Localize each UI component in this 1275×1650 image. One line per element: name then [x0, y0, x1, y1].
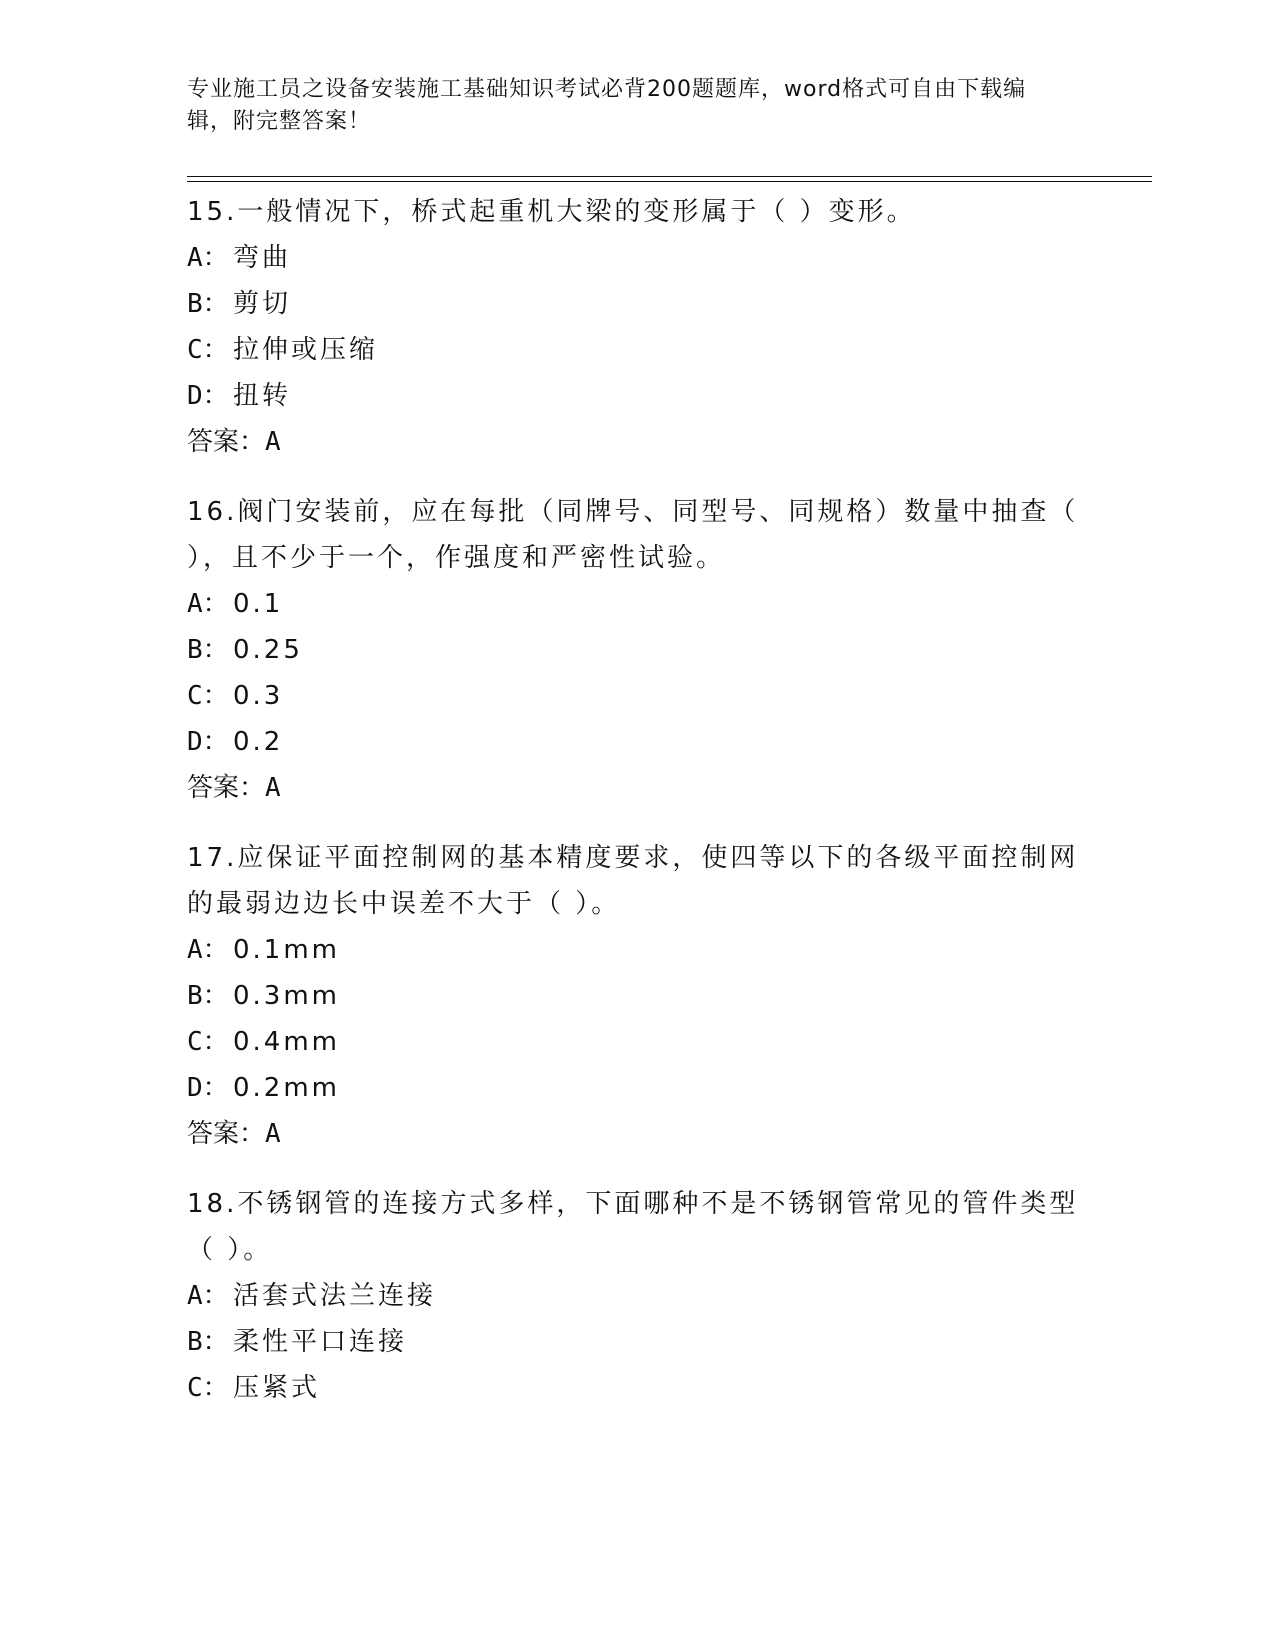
option-d [187, 373, 1087, 419]
option-b [187, 1319, 1087, 1365]
header-rule-bottom [187, 181, 1152, 182]
answer-line [187, 765, 1087, 811]
option-text: 0.2mm [233, 1073, 341, 1103]
option-text: 0.1mm [233, 935, 341, 965]
answer-value: A [265, 1119, 281, 1149]
answer-value: A [265, 773, 281, 803]
header-rule-top [187, 176, 1152, 177]
option-c [187, 1019, 1087, 1065]
question-17 [187, 835, 1087, 1157]
option-c [187, 673, 1087, 719]
question-18 [187, 1181, 1087, 1411]
option-text: 0.1 [233, 589, 284, 619]
option-letter: B： [187, 981, 229, 1011]
option-text: 0.3 [233, 681, 284, 711]
option-text: 柔性平口连接 [233, 1327, 408, 1357]
option-text: 拉伸或压缩 [233, 335, 379, 365]
option-letter: C： [187, 1373, 229, 1403]
option-text: 活套式法兰连接 [233, 1281, 437, 1311]
option-b [187, 627, 1087, 673]
question-stem: 18.不锈钢管的连接方式多样，下面哪种不是不锈钢管常见的管件类型（ ）。 [187, 1189, 1079, 1265]
option-a [187, 1273, 1087, 1319]
question-stem: 15.一般情况下，桥式起重机大梁的变形属于（ ）变形。 [187, 197, 916, 227]
option-text: 扭转 [233, 381, 292, 411]
option-letter: C： [187, 335, 229, 365]
option-c [187, 1365, 1087, 1411]
option-text: 0.25 [233, 635, 303, 665]
option-b [187, 973, 1087, 1019]
option-letter: D： [187, 1073, 229, 1103]
option-letter: C： [187, 1027, 229, 1057]
question-list [187, 189, 1087, 1435]
document-header: 专业施工员之设备安装施工基础知识考试必背200题题库，word格式可自由下载编辑，附完整答案！ [187, 77, 1027, 134]
option-letter: A： [187, 935, 229, 965]
answer-line [187, 1111, 1087, 1157]
question-stem: 16.阀门安装前，应在每批（同牌号、同型号、同规格）数量中抽查（ ），且不少于一个，作强度和严密性试验。 [187, 497, 1079, 573]
answer-label: 答案： [187, 773, 266, 803]
question-stem: 17.应保证平面控制网的基本精度要求，使四等以下的各级平面控制网的最弱边边长中误差不大于（ ）。 [187, 843, 1079, 919]
option-letter: A： [187, 589, 229, 619]
option-a [187, 235, 1087, 281]
option-letter: C： [187, 681, 229, 711]
answer-line [187, 419, 1087, 465]
option-letter: B： [187, 289, 229, 319]
option-d [187, 1065, 1087, 1111]
option-letter: A： [187, 1281, 229, 1311]
option-letter: A： [187, 243, 229, 273]
answer-label: 答案： [187, 427, 266, 457]
answer-label: 答案： [187, 1119, 266, 1149]
option-letter: B： [187, 1327, 229, 1357]
option-text: 弯曲 [233, 243, 292, 273]
option-letter: D： [187, 727, 229, 757]
option-text: 压紧式 [233, 1373, 321, 1403]
option-a [187, 927, 1087, 973]
option-text: 剪切 [233, 289, 292, 319]
option-c [187, 327, 1087, 373]
answer-value: A [265, 427, 281, 457]
question-15 [187, 189, 1087, 465]
option-text: 0.3mm [233, 981, 341, 1011]
option-text: 0.2 [233, 727, 284, 757]
option-b [187, 281, 1087, 327]
option-a [187, 581, 1087, 627]
question-16 [187, 489, 1087, 811]
option-text: 0.4mm [233, 1027, 341, 1057]
option-letter: D： [187, 381, 229, 411]
option-d [187, 719, 1087, 765]
option-letter: B： [187, 635, 229, 665]
